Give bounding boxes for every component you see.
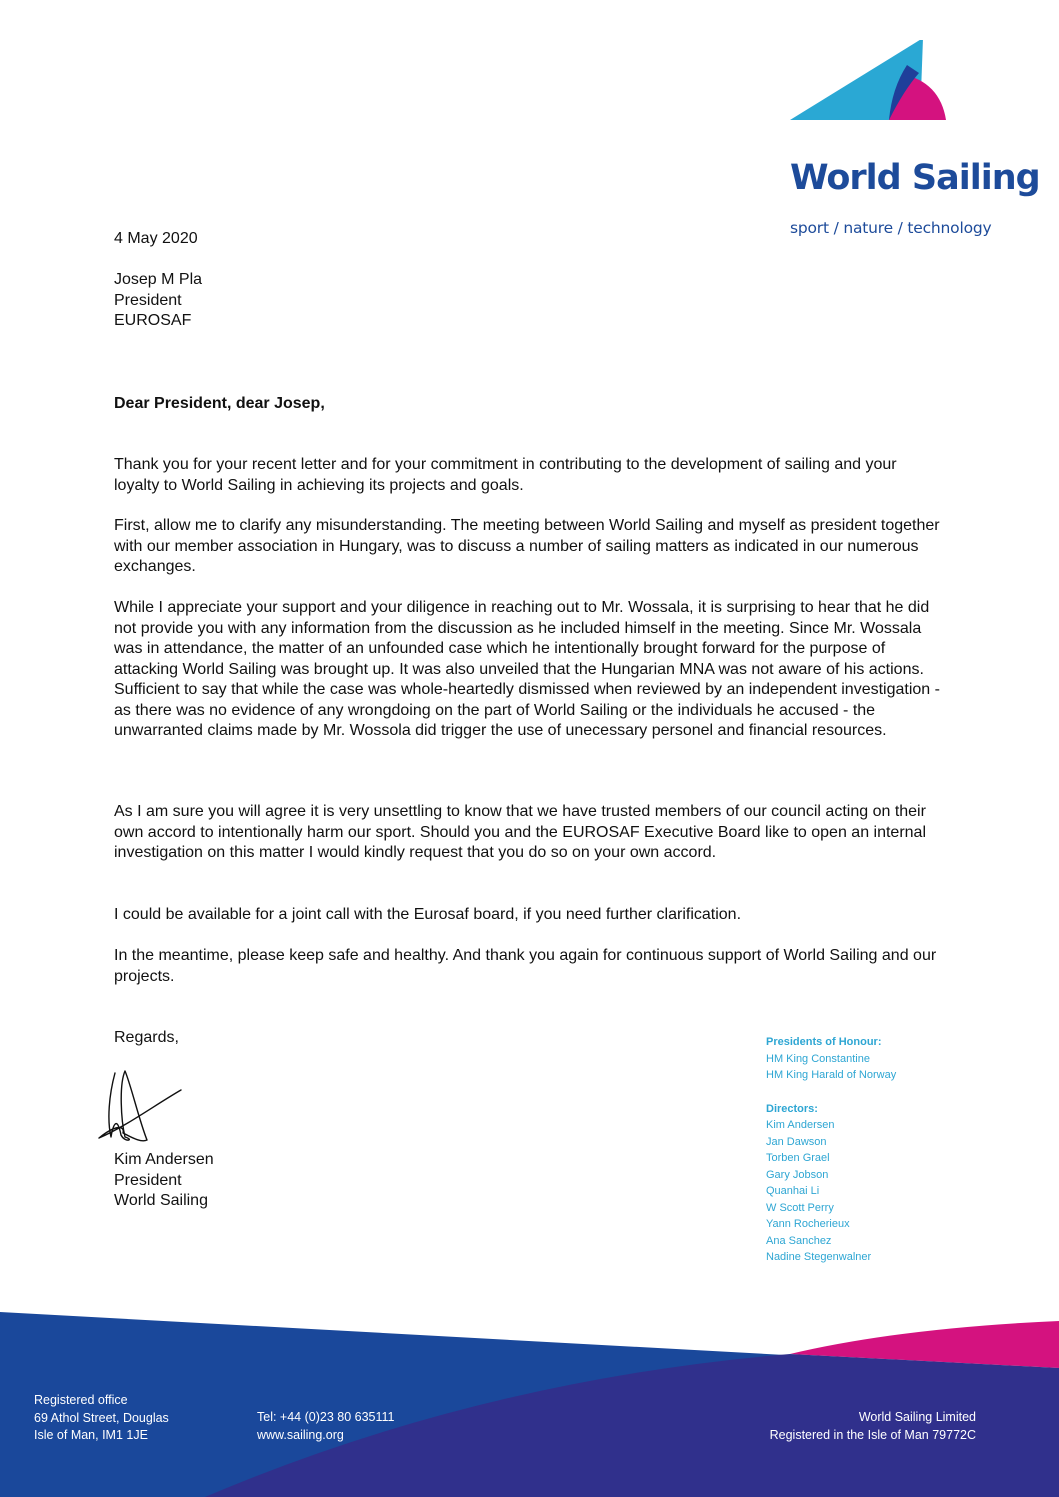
director-item: Nadine Stegenwalner bbox=[766, 1251, 872, 1263]
paragraph-6: In the meantime, please keep safe and healthy. And thank you again for continuous support of World Sailing and our projects. bbox=[114, 947, 937, 985]
office-address-line1: 69 Athol Street, Douglas bbox=[34, 1410, 169, 1425]
office-heading: Registered office bbox=[34, 1393, 128, 1407]
office-address-line2: Isle of Man, IM1 1JE bbox=[34, 1428, 148, 1442]
paragraph-1: Thank you for your recent letter and for your commitment in contributing to the development of sailing and your loyalty to World Sailing in achieving its projects and goals. bbox=[114, 456, 897, 494]
director-item: Yann Rocherieux bbox=[766, 1218, 850, 1230]
signatory-name: Kim Andersen bbox=[114, 1151, 214, 1168]
brand-name: World Sailing bbox=[790, 158, 1040, 198]
signatory-block bbox=[114, 1150, 214, 1212]
world-sailing-logo bbox=[780, 40, 1010, 240]
signature-icon bbox=[95, 1065, 195, 1145]
director-item: W Scott Perry bbox=[766, 1201, 834, 1214]
paragraph-2: First, allow me to clarify any misunderstanding. The meeting between World Sailing and myself as president together with our member association in Hungary, was to discuss a number of sailing matters as indicated in our numerous exchanges. bbox=[114, 517, 940, 575]
director-item: Quanhai Li bbox=[766, 1185, 820, 1197]
paragraph-5: I could be available for a joint call with the Eurosaf board, if you need further clarification. bbox=[114, 906, 742, 923]
company-info bbox=[770, 1409, 976, 1444]
director-item: Ana Sanchez bbox=[766, 1234, 832, 1247]
director-item: Kim Andersen bbox=[766, 1119, 835, 1131]
signatory-organization: World Sailing bbox=[114, 1192, 208, 1209]
recipient-name: Josep M Pla bbox=[114, 271, 203, 288]
closing: Regards, bbox=[114, 1029, 179, 1046]
honour-item: HM King Constantine bbox=[766, 1052, 870, 1065]
director-item: Gary Jobson bbox=[766, 1168, 829, 1181]
recipient-title: President bbox=[114, 291, 182, 309]
salutation: Dear President, dear Josep, bbox=[114, 395, 325, 412]
contact-info bbox=[257, 1409, 395, 1444]
sail-logo-icon bbox=[780, 40, 1010, 170]
directors-heading: Directors: bbox=[766, 1102, 818, 1115]
director-item: Torben Grael bbox=[766, 1152, 830, 1164]
letter-date: 4 May 2020 bbox=[114, 230, 198, 247]
company-registration: Registered in the Isle of Man 79772C bbox=[769, 1427, 976, 1442]
company-name: World Sailing Limited bbox=[858, 1410, 976, 1424]
website-link[interactable]: www.sailing.org bbox=[257, 1427, 344, 1442]
recipient-block bbox=[114, 270, 202, 332]
signatory-title: President bbox=[114, 1171, 182, 1189]
director-item: Jan Dawson bbox=[766, 1135, 827, 1148]
telephone: Tel: +44 (0)23 80 635111 bbox=[257, 1410, 395, 1424]
paragraph-3: While I appreciate your support and your diligence in reaching out to Mr. Wossala, it is surprising to hear that he did not provide you with any information from the discussion as he included himself in the meeting. Since Mr. Wossala was in attendance, the matter of an unfounded case which he intentionally brought forward for the purpose of attacking World Sailing was brought up. It was also unveiled that the Hungarian MNA was not aware of his actions. Sufficient to say that while the case was whole-heartedly dismissed when reviewed by an independent investigation - as there was no evidence of any wrongdoing on the part of World Sailing or the individuals he accused - the unwarranted claims made by Mr. Wossola did trigger the use of unecessary personel and financial resources. bbox=[114, 599, 940, 739]
registered-office bbox=[34, 1392, 169, 1445]
tagline: sport / nature / technology bbox=[790, 219, 992, 237]
honours-heading: Presidents of Honour: bbox=[766, 1036, 882, 1048]
paragraph-4: As I am sure you will agree it is very unsettling to know that we have trusted members of our council acting on their own accord to intentionally harm our sport. Should you and the EUROSAF Executive Board like to open an internal investigation on this matter I would kindly request that you do so on your own accord. bbox=[114, 803, 927, 861]
honour-item: HM King Harald of Norway bbox=[766, 1069, 897, 1081]
honours-directors-list bbox=[766, 1034, 896, 1266]
recipient-organization: EUROSAF bbox=[114, 312, 192, 329]
footer bbox=[0, 1290, 1059, 1497]
